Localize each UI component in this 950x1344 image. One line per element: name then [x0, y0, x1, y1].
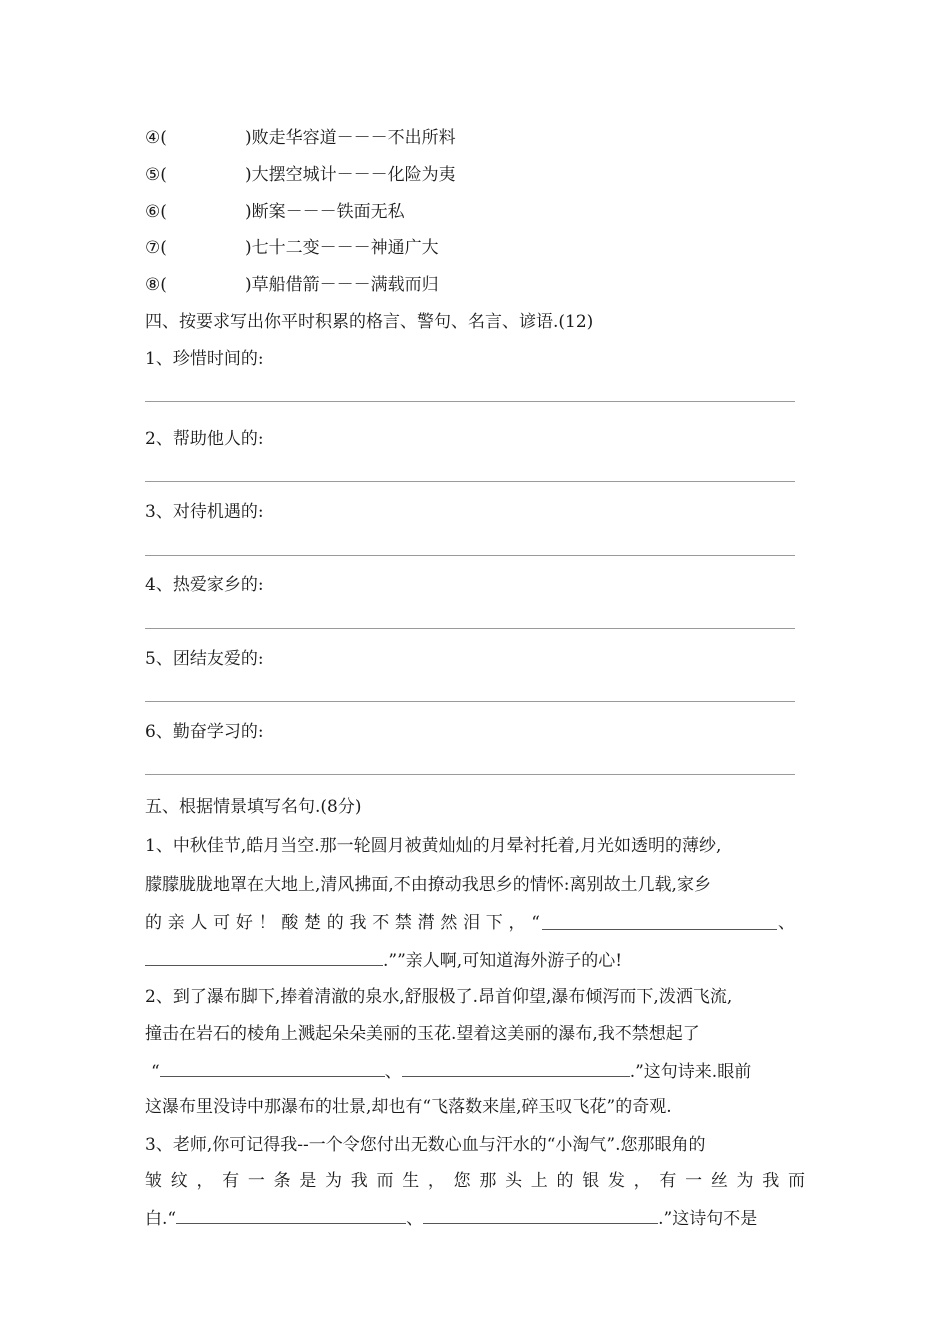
item-number: ⑥( [145, 202, 167, 222]
punct: 、 [778, 913, 795, 933]
question-text: 2、到了瀑布脚下,捧着清澈的泉水,舒服极了.昂首仰望,瀑布倾泻而下,泼洒飞流, [145, 987, 733, 1007]
question-text: 这瀑布里没诗中那瀑布的壮景,却也有“飞落数来崖,碎玉叹飞花”的奇观. [145, 1097, 672, 1117]
item-text: )大摆空城计－－－化险为夷 [245, 165, 456, 185]
char: ， [633, 1171, 651, 1191]
punct: “ [151, 1062, 160, 1082]
item-number: ⑧( [145, 275, 167, 295]
question-text-justified [145, 911, 795, 935]
match-item [145, 236, 439, 260]
char: 一 [685, 1171, 703, 1191]
char: 酸 [281, 913, 299, 933]
answer-line[interactable] [145, 481, 795, 482]
answer-blank[interactable] [542, 911, 777, 930]
char: 禁 [394, 913, 412, 933]
item-text: )败走华容道－－－不出所料 [245, 128, 456, 148]
char: 发 [607, 1171, 625, 1191]
punct: 、 [406, 1209, 424, 1229]
char: ， [508, 913, 526, 933]
question-text-justified [145, 1169, 805, 1193]
prompt-label: 4、热爱家乡的: [145, 575, 264, 595]
char: 我 [350, 1171, 368, 1191]
match-item [145, 163, 456, 187]
char: 而 [376, 1171, 394, 1191]
question-text: 1、中秋佳节,皓月当空.那一轮圆月被黄灿灿的月晕衬托着,月光如透明的薄纱, [145, 836, 722, 856]
char-run [145, 911, 540, 935]
prompt-label: 2、帮助他人的: [145, 429, 264, 449]
section-heading: 四、按要求写出你平时积累的格言、警句、名言、谚语.(12) [145, 312, 594, 332]
char: 的 [326, 913, 344, 933]
answer-line[interactable] [145, 774, 795, 775]
char: 人 [190, 913, 208, 933]
char: 条 [273, 1171, 291, 1191]
item-number: ⑤( [145, 165, 167, 185]
question-tail: .””亲人啊,可知道海外游子的心! [383, 951, 623, 971]
item-text: )断案－－－铁面无私 [245, 202, 405, 222]
question-text: 朦朦胧胧地罩在大地上,清风拂面,不由撩动我思乡的情怀:离别故土几载,家乡 [145, 875, 711, 895]
answer-line[interactable] [145, 555, 795, 556]
char: 的 [145, 913, 162, 933]
char: ， [427, 1171, 445, 1191]
char: 潸 [417, 913, 435, 933]
char: 下 [485, 913, 503, 933]
char: “ [531, 913, 540, 933]
answer-line[interactable] [145, 401, 795, 402]
char: 是 [299, 1171, 317, 1191]
question-head: 白.“ [145, 1209, 177, 1229]
question-tail: .”这句诗来.眼前 [629, 1062, 752, 1082]
item-text: )草船借箭－－－满载而归 [245, 275, 439, 295]
char: 有 [659, 1171, 677, 1191]
question-text [145, 1058, 751, 1084]
char: 泪 [463, 913, 481, 933]
char: 上 [530, 1171, 548, 1191]
char: ！ [258, 913, 276, 933]
char: 生 [402, 1171, 420, 1191]
question-text [145, 947, 622, 973]
char: 皱 [145, 1171, 162, 1191]
prompt-label: 3、对待机遇的: [145, 502, 264, 522]
answer-blank[interactable] [423, 1205, 658, 1224]
prompt-label: 6、勤奋学习的: [145, 722, 264, 742]
question-text: 3、老师,你可记得我--一个令您付出无数心血与汗水的“小淘气”.您那眼角的 [145, 1135, 706, 1155]
prompt-label: 1、珍惜时间的: [145, 349, 264, 369]
char: 可 [213, 913, 231, 933]
question-tail: .”这诗句不是 [658, 1209, 758, 1229]
item-number: ④( [145, 128, 167, 148]
char: 的 [556, 1171, 574, 1191]
char: 我 [349, 913, 367, 933]
match-item [145, 200, 405, 224]
item-number: ⑦( [145, 238, 167, 258]
question-text [145, 1205, 757, 1231]
char: 纹 [170, 1171, 188, 1191]
char: 而 [787, 1171, 805, 1191]
section-heading: 五、根据情景填写名句.(8分) [145, 797, 362, 817]
char: 我 [762, 1171, 780, 1191]
question-text: 撞击在岩石的棱角上溅起朵朵美丽的玉花.望着这美丽的瀑布,我不禁想起了 [145, 1024, 700, 1044]
match-item [145, 126, 456, 150]
answer-line[interactable] [145, 628, 795, 629]
char: 楚 [304, 913, 322, 933]
char: 为 [325, 1171, 343, 1191]
answer-blank[interactable] [145, 947, 383, 966]
char: 然 [440, 913, 458, 933]
match-item [145, 273, 439, 297]
char: 亲 [167, 913, 185, 933]
answer-blank[interactable] [160, 1058, 385, 1077]
char: 为 [736, 1171, 754, 1191]
answer-line[interactable] [145, 701, 795, 702]
char: 丝 [710, 1171, 728, 1191]
char: 一 [247, 1171, 265, 1191]
char: ， [196, 1171, 214, 1191]
char: 那 [479, 1171, 497, 1191]
answer-blank[interactable] [402, 1058, 630, 1077]
char: 头 [505, 1171, 523, 1191]
punct: 、 [384, 1062, 402, 1082]
prompt-label: 5、团结友爱的: [145, 649, 264, 669]
char: 银 [582, 1171, 600, 1191]
answer-blank[interactable] [176, 1205, 406, 1224]
item-text: )七十二变－－－神通广大 [245, 238, 439, 258]
char: 不 [372, 913, 390, 933]
char: 您 [453, 1171, 471, 1191]
char: 好 [235, 913, 253, 933]
char: 有 [222, 1171, 240, 1191]
char-run [145, 1169, 805, 1193]
